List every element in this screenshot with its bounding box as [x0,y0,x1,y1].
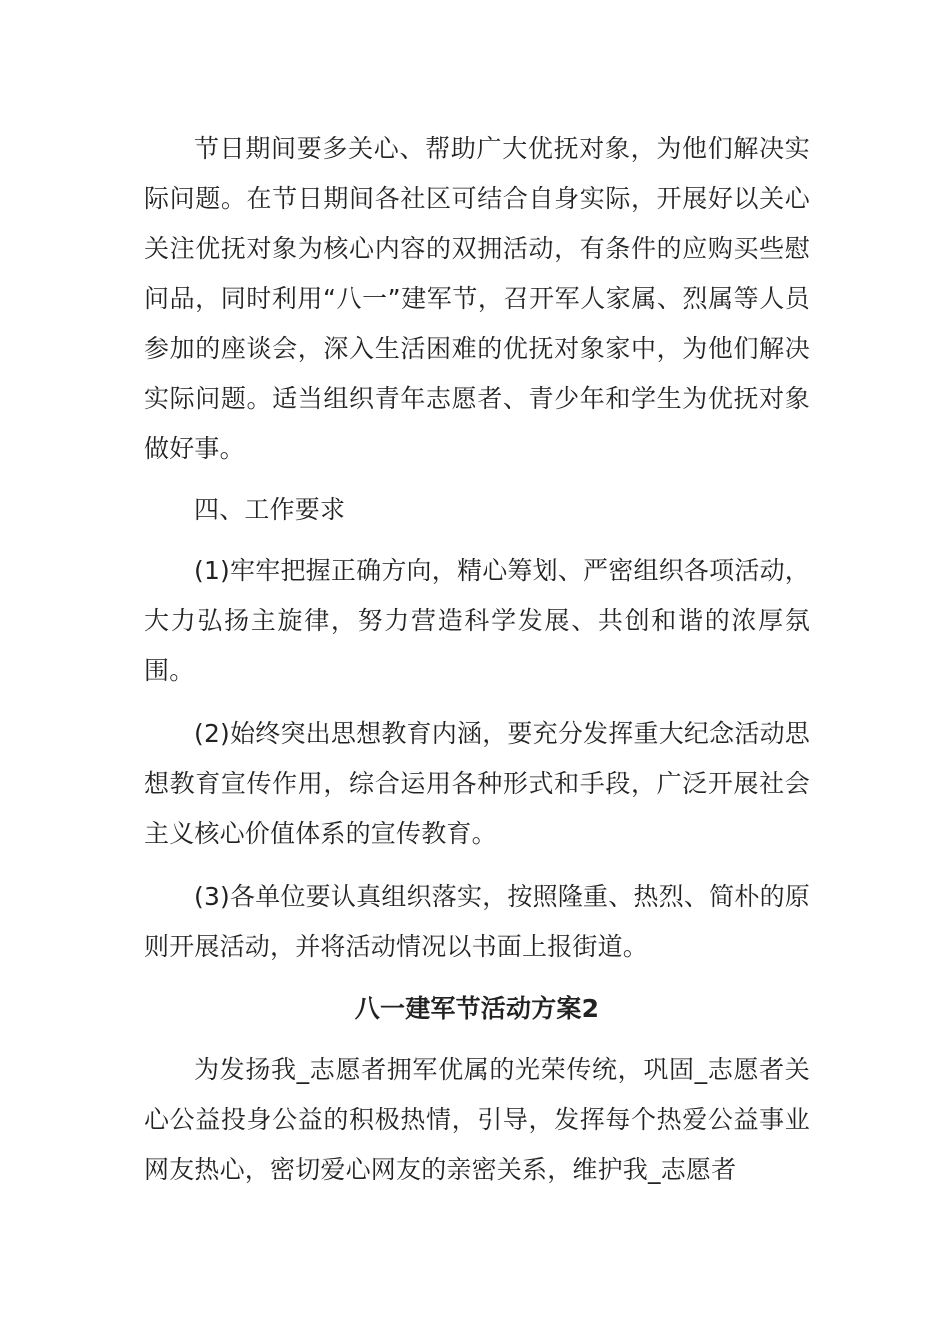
paragraph-support-families: 节日期间要多关心、帮助广大优抚对象，为他们解决实际问题。在节日期间各社区可结合自身实际，开展好以关心关注优抚对象为核心内容的双拥活动，有条件的应购买些慰问品，同时利用“八一”建军节，召开军人家属、烈属等人员参加的座谈会，深入生活困难的优抚对象家中，为他们解决实际问题。适当组织青年志愿者、青少年和学生为优抚对象做好事。 [144,134,810,463]
section-heading-work-requirements: 四、工作要求 [194,495,346,524]
paragraph-volunteer-intro: 为发扬我_志愿者拥军优属的光荣传统，巩固_志愿者关心公益投身公益的积极热情，引导，发挥每个热爱公益事业网友热心，密切爱心网友的亲密关系，维护我_志愿者 [144,1055,810,1184]
requirement-item-2: (2)始终突出思想教育内涵，要充分发挥重大纪念活动思想教育宣传作用，综合运用各种形式和手段，广泛开展社会主义核心价值体系的宣传教育。 [144,719,810,848]
requirement-item-3: (3)各单位要认真组织落实，按照隆重、热烈、简朴的原则开展活动，并将活动情况以书面上报街道。 [144,882,810,961]
requirement-item-1: (1)牢牢把握正确方向，精心筹划、严密组织各项活动，大力弘扬主旋律，努力营造科学发展、共创和谐的浓厚氛围。 [144,556,810,685]
document-body [144,124,810,1195]
section-title: 八一建军节活动方案2 [354,994,600,1023]
